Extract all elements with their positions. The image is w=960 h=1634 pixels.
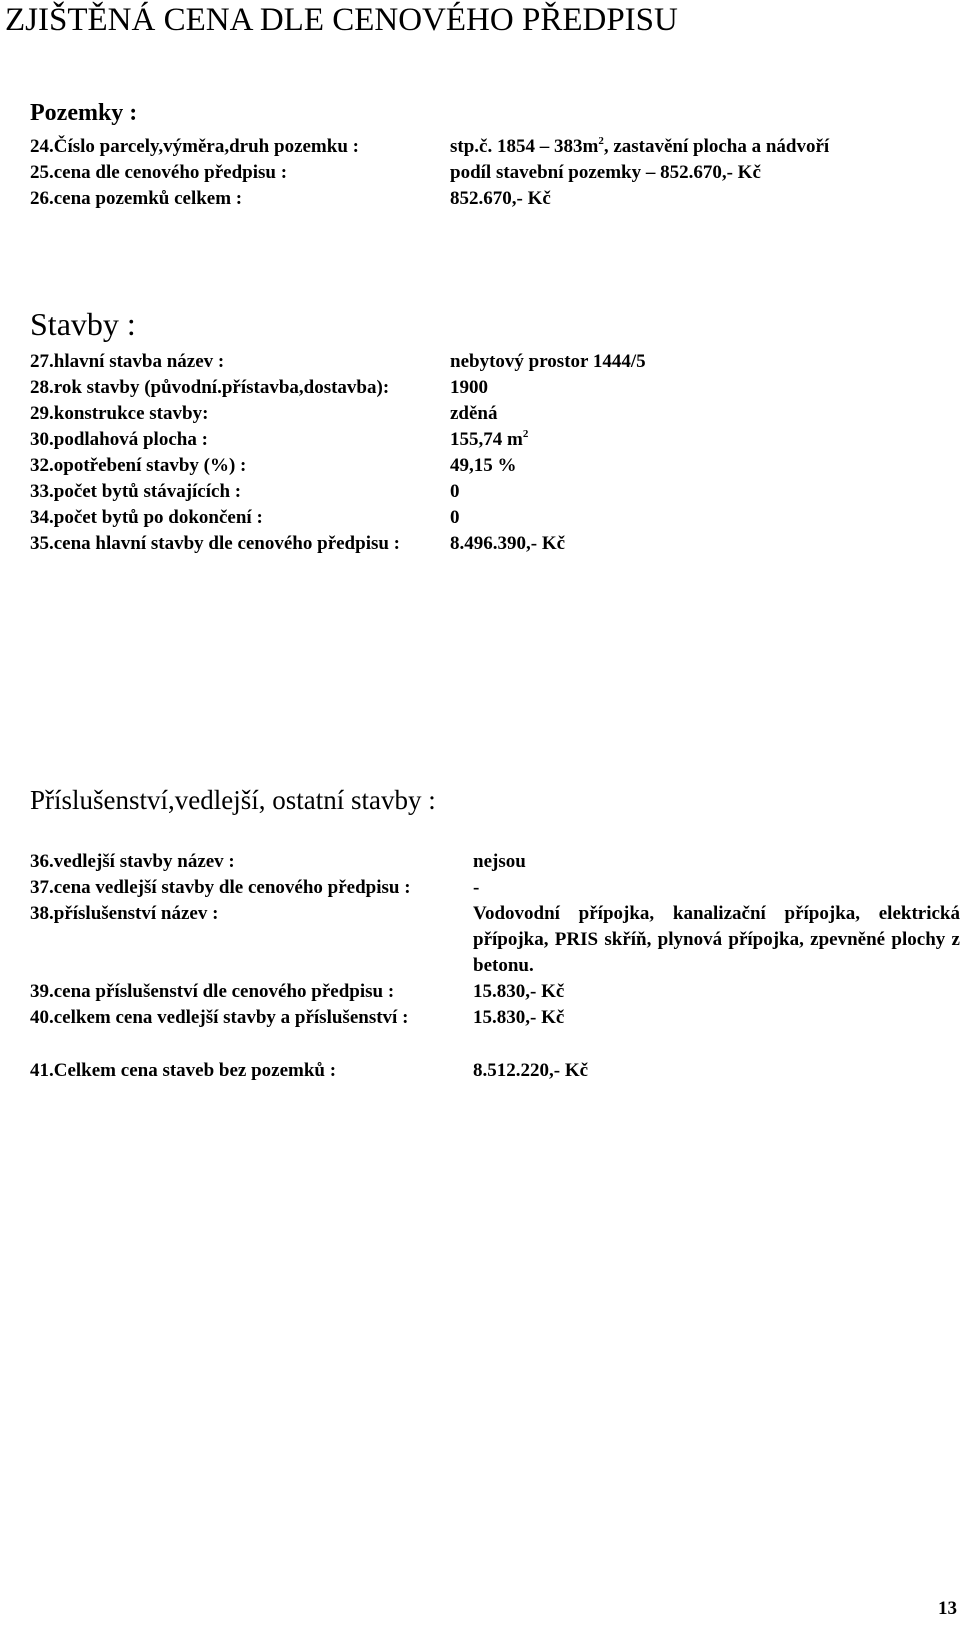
row-value: 0 xyxy=(450,481,460,502)
row-label: 36.vedlejší stavby název : xyxy=(30,851,235,872)
row-value: 49,15 % xyxy=(450,455,517,476)
row-label: 38.příslušenství název : xyxy=(30,903,219,924)
row-label: 28.rok stavby (původní.přístavba,dostavba): xyxy=(30,377,390,398)
row-label: 34.počet bytů po dokončení : xyxy=(30,507,263,528)
section-heading-prislusenstvi: Příslušenství,vedlejší, ostatní stavby : xyxy=(30,785,436,815)
row-label: 24.Číslo parcely,výměra,druh pozemku : xyxy=(30,136,359,157)
row-value: stp.č. $1854 - 383m^2$, zastavění plocha a nádvoří xyxy=(450,134,830,157)
row-label: 35.cena hlavní stavby dle cenového předpisu : xyxy=(30,533,401,554)
row-value: 8.496.390,- Kč xyxy=(450,533,566,554)
row-value: 15.830,- Kč xyxy=(473,981,565,1002)
row-value: 8.512.220,- Kč xyxy=(473,1060,589,1081)
row-label: 40.celkem cena vedlejší stavby a příslušenství : xyxy=(30,1007,409,1028)
row-label: 30.podlahová plocha : xyxy=(30,429,208,450)
row-value: 15.830,- Kč xyxy=(473,1007,565,1028)
row-value: podíl stavební pozemky – 852.670,- Kč xyxy=(450,162,761,183)
row-38-value: Vodovodní přípojka, kanalizační přípojka, elektrická přípojka, PRIS skříň, plynová přípojka, zpevněné plochy z betonu. xyxy=(473,903,960,976)
row-value: 1900 xyxy=(450,377,488,398)
row-label: 37.cena vedlejší stavby dle cenového předpisu : xyxy=(30,877,411,898)
row-value: 852.670,- Kč xyxy=(450,188,551,209)
row-label: 33.počet bytů stávajících : xyxy=(30,481,242,502)
row-label: 32.opotřebení stavby (%) : xyxy=(30,455,247,476)
row-label: 26.cena pozemků celkem : xyxy=(30,188,243,209)
row-label: 27.hlavní stavba název : xyxy=(30,351,225,372)
row-value: - xyxy=(473,877,480,898)
row-value: nebytový prostor 1444/5 xyxy=(450,351,646,372)
row-value: 0 xyxy=(450,507,460,528)
row-value: 155,74 $m^2$ xyxy=(450,427,529,450)
document-title: ZJIŠTĚNÁ CENA DLE CENOVÉHO PŘEDPISU xyxy=(5,2,678,38)
row-label: 39.cena příslušenství dle cenového předpisu : xyxy=(30,981,395,1002)
row-label: 29.konstrukce stavby: xyxy=(30,403,209,424)
row-value: nejsou xyxy=(473,851,526,872)
row-value: zděná xyxy=(450,403,498,424)
page-number: 13 xyxy=(938,1598,957,1619)
row-label: 41.Celkem cena staveb bez pozemků : xyxy=(30,1060,337,1081)
section-heading-pozemky: Pozemky : xyxy=(30,100,138,126)
row-label: 25.cena dle cenového předpisu : xyxy=(30,162,288,183)
section-heading-stavby: Stavby : xyxy=(30,306,136,342)
